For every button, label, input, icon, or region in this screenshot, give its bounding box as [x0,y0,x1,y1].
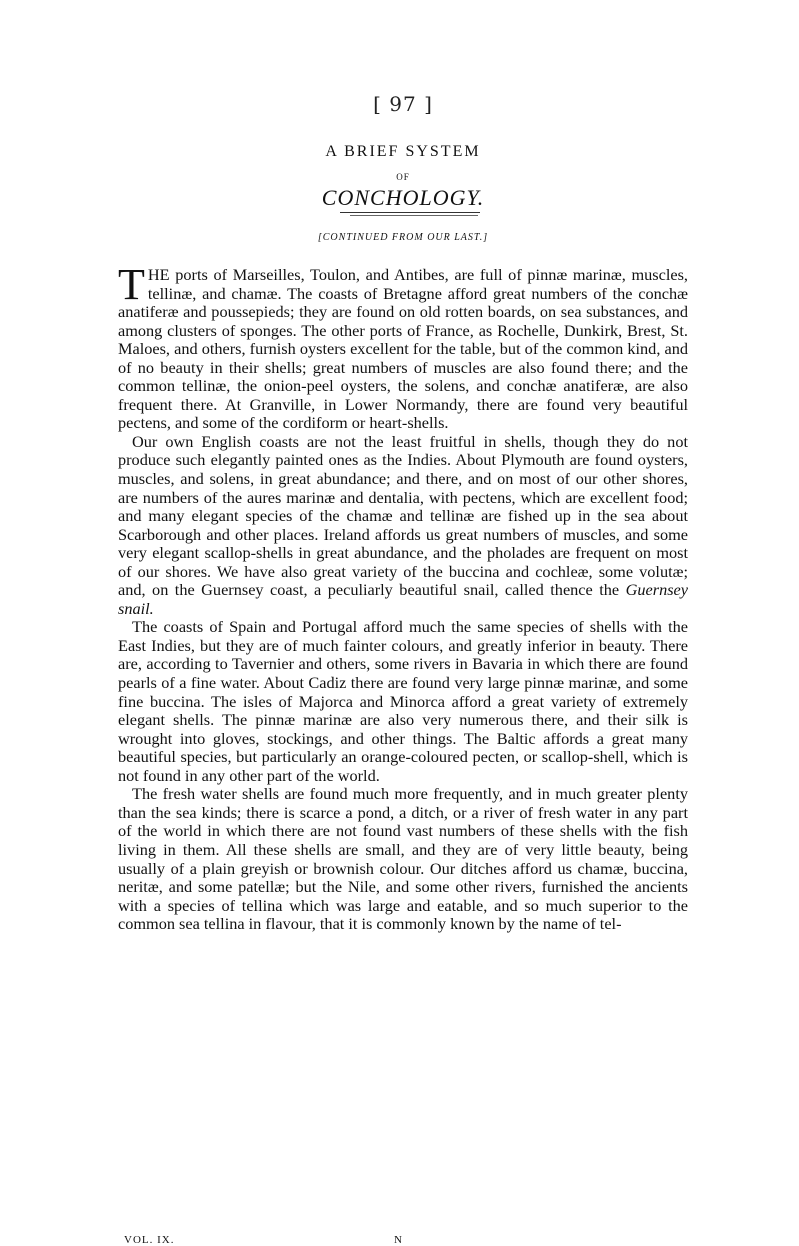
paragraph-2 [118,433,688,618]
paragraph-4-text: The fresh water shells are found much more frequently, and in much greater plenty than the sea kinds; there is scarce a pond, a ditch, or a river of fresh water in any part of the world in which there are not found vast numbers of these shells with the fish living in them. All these shells are small, and they are of very little beauty, being usually of a plain greyish or brownish colour. Our ditches afford us chamæ, buccina, neritæ, and some patellæ; but the Nile, and some other rivers, furnished the ancients with a species of tellina which was large and eatable, and so much superior to the common sea tellina in flavour, that it is commonly known by the name of tel- [118,784,688,934]
paragraph-4 [118,785,688,933]
title-rule [340,212,480,213]
paragraph-1 [118,260,688,433]
paragraph-3-text: The coasts of Spain and Portugal afford much the same species of shells with the East Indies, but they are of much fainter colours, and greatly inferior in beauty. There are, according to Tavernier and others, some rivers in Bavaria in which there are found pearls of a fine water. About Cadiz there are found very large pinnæ marinæ, and some fine buccina. The isles of Majorca and Minorca afford a great variety of extremely elegant shells. The pinnæ marinæ are also very numerous there, and their silk is wrought into gloves, stockings, and other things. The Baltic affords a great many beautiful species, but particularly an orange-coloured pecten, or scallop-shell, which is not found in any other part of the world. [118,617,688,785]
article-title-line2: OF [396,172,410,182]
continued-note: [CONTINUED FROM OUR LAST.] [317,232,489,243]
article-title-line1: A BRIEF SYSTEM [325,143,481,160]
document-page [118,0,688,1246]
paragraph-3 [118,618,688,785]
paragraph-2-text: Our own English coasts are not the least fruitful in shells, though they do not produce such elegantly painted ones as the Indies. About Plymouth are found oysters, muscles, and solens, in great abundance; and there, and on most of our other shores, are numbers of the aures marinæ and dentalia, with pectens, which are excellent food; and many elegant species of the chamæ and tellinæ are fished up in the sea about Scarborough and other places. Ireland affords us great numbers of muscles, and some very elegant scallop-shells in great abundance, and the pholades are frequent on most of our shores. We have also great variety of the buccina and cochleæ, some volutæ; and, on the Guernsey coast, a peculiarly beautiful snail, called thence the [118,431,688,600]
volume-signature: VOL. IX. [124,1234,175,1246]
article-body [118,260,688,934]
article-title-line3: CONCHOLOGY. [321,185,485,210]
paragraph-2-italic: Guernsey snail. [118,580,688,618]
page-number: [ 97 ] [373,92,433,116]
paragraph-1-text: HE ports of Marseilles, Toulon, and Antibes, are full of pinnæ marinæ, muscles, tellinæ, and chamæ. The coasts of Bretagne afford great numbers of the conchæ anatiferæ and poussepieds; they are found on old rotten boards, on sea substances, and among clusters of sponges. The other ports of France, as Rochelle, Dunkirk, Brest, St. Maloes, and others, furnish oysters excellent for the table, but of the common kind, and of no beauty in their shells; great numbers of muscles are also found there; and the common tellinæ, the onion-peel oysters, the solens, and conchæ anatiferæ, are also frequent there. At Granville, in Lower Normandy, there are found very beautiful pectens, and some of the cordiform or heart-shells. [118,265,688,433]
sheet-signature: N [394,1234,402,1246]
drop-cap: T [118,260,145,309]
title-rule-secondary [350,215,478,216]
